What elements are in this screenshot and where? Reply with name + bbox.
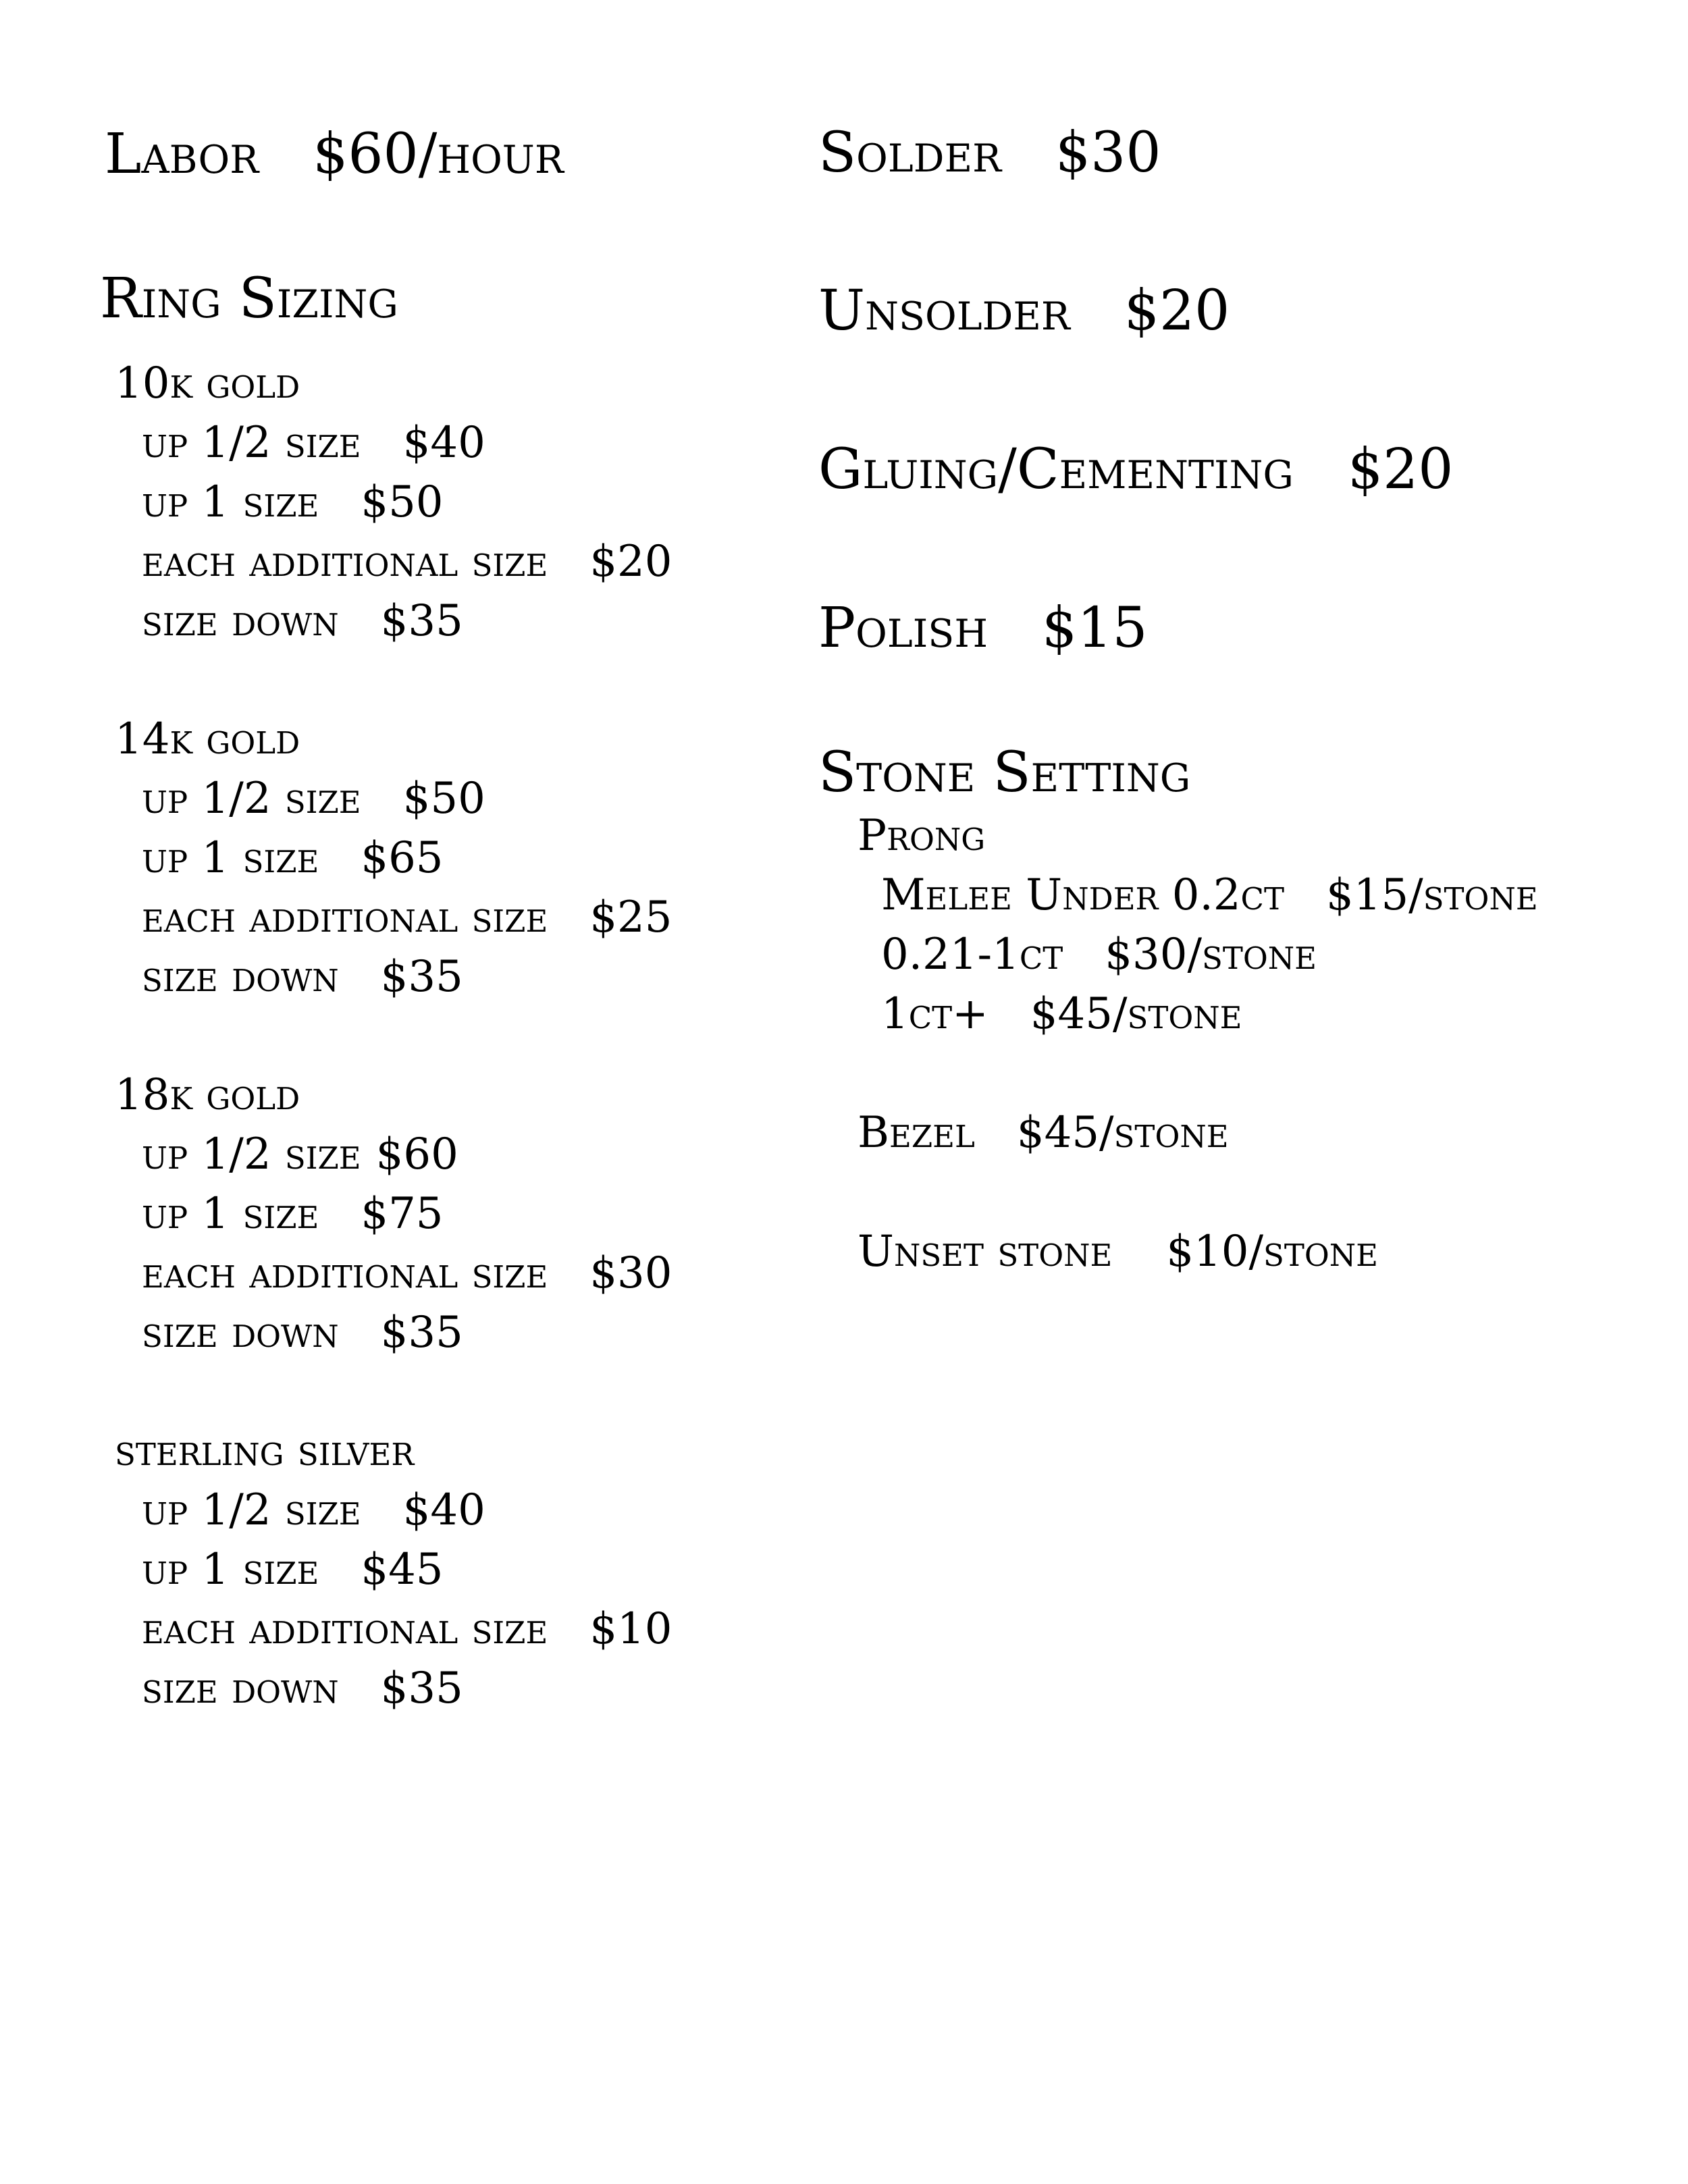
price-row bbox=[142, 1248, 672, 1298]
service-unsolder bbox=[818, 279, 1230, 343]
price-row-value: $75 bbox=[361, 1189, 444, 1239]
price-row-label: up 1 size bbox=[142, 833, 319, 883]
metal-heading-14k: 14k gold bbox=[115, 714, 300, 764]
price-row bbox=[142, 893, 672, 942]
price-row bbox=[142, 596, 463, 646]
price-row bbox=[142, 1308, 463, 1358]
price-row bbox=[142, 833, 444, 883]
price-row-value: $20 bbox=[589, 537, 672, 587]
service-label: Unsolder bbox=[818, 279, 1070, 343]
unset-stone-line bbox=[858, 1227, 1378, 1277]
price-row-label: size down bbox=[142, 596, 339, 646]
unset-price: $10/stone bbox=[1166, 1227, 1378, 1277]
price-row-value: $45/stone bbox=[1030, 989, 1242, 1039]
bezel-label: Bezel bbox=[858, 1108, 975, 1158]
service-polish bbox=[818, 596, 1148, 660]
price-row bbox=[142, 1189, 444, 1239]
price-row bbox=[142, 774, 485, 824]
service-label: Polish bbox=[818, 596, 988, 660]
price-row bbox=[142, 1545, 444, 1595]
price-row-label: 0.21-1ct bbox=[881, 930, 1063, 980]
price-row bbox=[881, 930, 1317, 980]
price-row-value: $15/stone bbox=[1326, 870, 1538, 920]
price-row-value: $65 bbox=[361, 833, 444, 883]
price-row-value: $30/stone bbox=[1105, 930, 1317, 980]
metal-heading-18k: 18k gold bbox=[115, 1070, 300, 1120]
price-row-label: each additional size bbox=[142, 537, 548, 587]
price-row-label: up 1 size bbox=[142, 1189, 319, 1239]
price-row bbox=[142, 477, 444, 527]
price-row-label: up 1 size bbox=[142, 1545, 319, 1595]
price-row-value: $30 bbox=[589, 1248, 672, 1298]
service-price: $15 bbox=[1042, 596, 1148, 660]
price-row bbox=[881, 989, 1242, 1039]
price-row-value: $35 bbox=[380, 596, 463, 646]
prong-heading: Prong bbox=[858, 811, 986, 861]
price-row-label: up 1/2 size bbox=[142, 1129, 361, 1179]
price-row-label: Melee Under 0.2ct bbox=[881, 870, 1284, 920]
price-row-label: each additional size bbox=[142, 1248, 548, 1298]
price-row bbox=[142, 418, 485, 468]
price-row-label: up 1/2 size bbox=[142, 774, 361, 824]
bezel-line bbox=[858, 1108, 1229, 1158]
labor-line bbox=[105, 122, 564, 186]
price-row-label: up 1/2 size bbox=[142, 1485, 361, 1535]
price-row-label: each additional size bbox=[142, 1604, 548, 1654]
price-row bbox=[142, 1129, 458, 1179]
price-row-value: $40 bbox=[402, 418, 485, 468]
service-price: $30 bbox=[1055, 121, 1161, 185]
bezel-price: $45/stone bbox=[1016, 1108, 1229, 1158]
service-label: Solder bbox=[818, 121, 1001, 185]
price-row-label: up 1 size bbox=[142, 477, 319, 527]
price-row-label: up 1/2 size bbox=[142, 418, 361, 468]
price-row bbox=[142, 952, 463, 1002]
price-row-value: $35 bbox=[380, 1663, 463, 1713]
price-row bbox=[142, 537, 672, 587]
price-row-label: each additional size bbox=[142, 893, 548, 942]
price-row-label: size down bbox=[142, 1308, 339, 1358]
price-row-value: $50 bbox=[361, 477, 444, 527]
price-row-value: $35 bbox=[380, 1308, 463, 1358]
price-row bbox=[142, 1663, 463, 1713]
stone-setting-title: Stone Setting bbox=[818, 741, 1191, 805]
service-label: Gluing/Cementing bbox=[818, 437, 1294, 502]
service-price: $20 bbox=[1347, 437, 1454, 502]
ring-sizing-title: Ring Sizing bbox=[100, 267, 398, 331]
price-row-value: $50 bbox=[402, 774, 485, 824]
price-row-value: $40 bbox=[402, 1485, 485, 1535]
labor-label: Labor bbox=[105, 122, 259, 186]
metal-heading-10k: 10k gold bbox=[115, 358, 300, 408]
price-row-value: $60 bbox=[375, 1129, 458, 1179]
service-gluing bbox=[818, 437, 1454, 502]
service-price: $20 bbox=[1124, 279, 1230, 343]
price-row-value: $45 bbox=[361, 1545, 444, 1595]
price-row-value: $25 bbox=[589, 893, 672, 942]
unset-label: Unset stone bbox=[858, 1227, 1113, 1277]
price-row-label: size down bbox=[142, 952, 339, 1002]
price-row-label: size down bbox=[142, 1663, 339, 1713]
labor-price: $60/hour bbox=[313, 122, 564, 186]
metal-heading-sterling: sterling silver bbox=[115, 1426, 415, 1476]
price-row bbox=[142, 1604, 672, 1654]
price-row-value: $10 bbox=[589, 1604, 672, 1654]
price-row bbox=[142, 1485, 485, 1535]
price-row bbox=[881, 870, 1538, 920]
service-solder bbox=[818, 121, 1161, 185]
price-row-label: 1ct+ bbox=[881, 989, 988, 1039]
price-row-value: $35 bbox=[380, 952, 463, 1002]
